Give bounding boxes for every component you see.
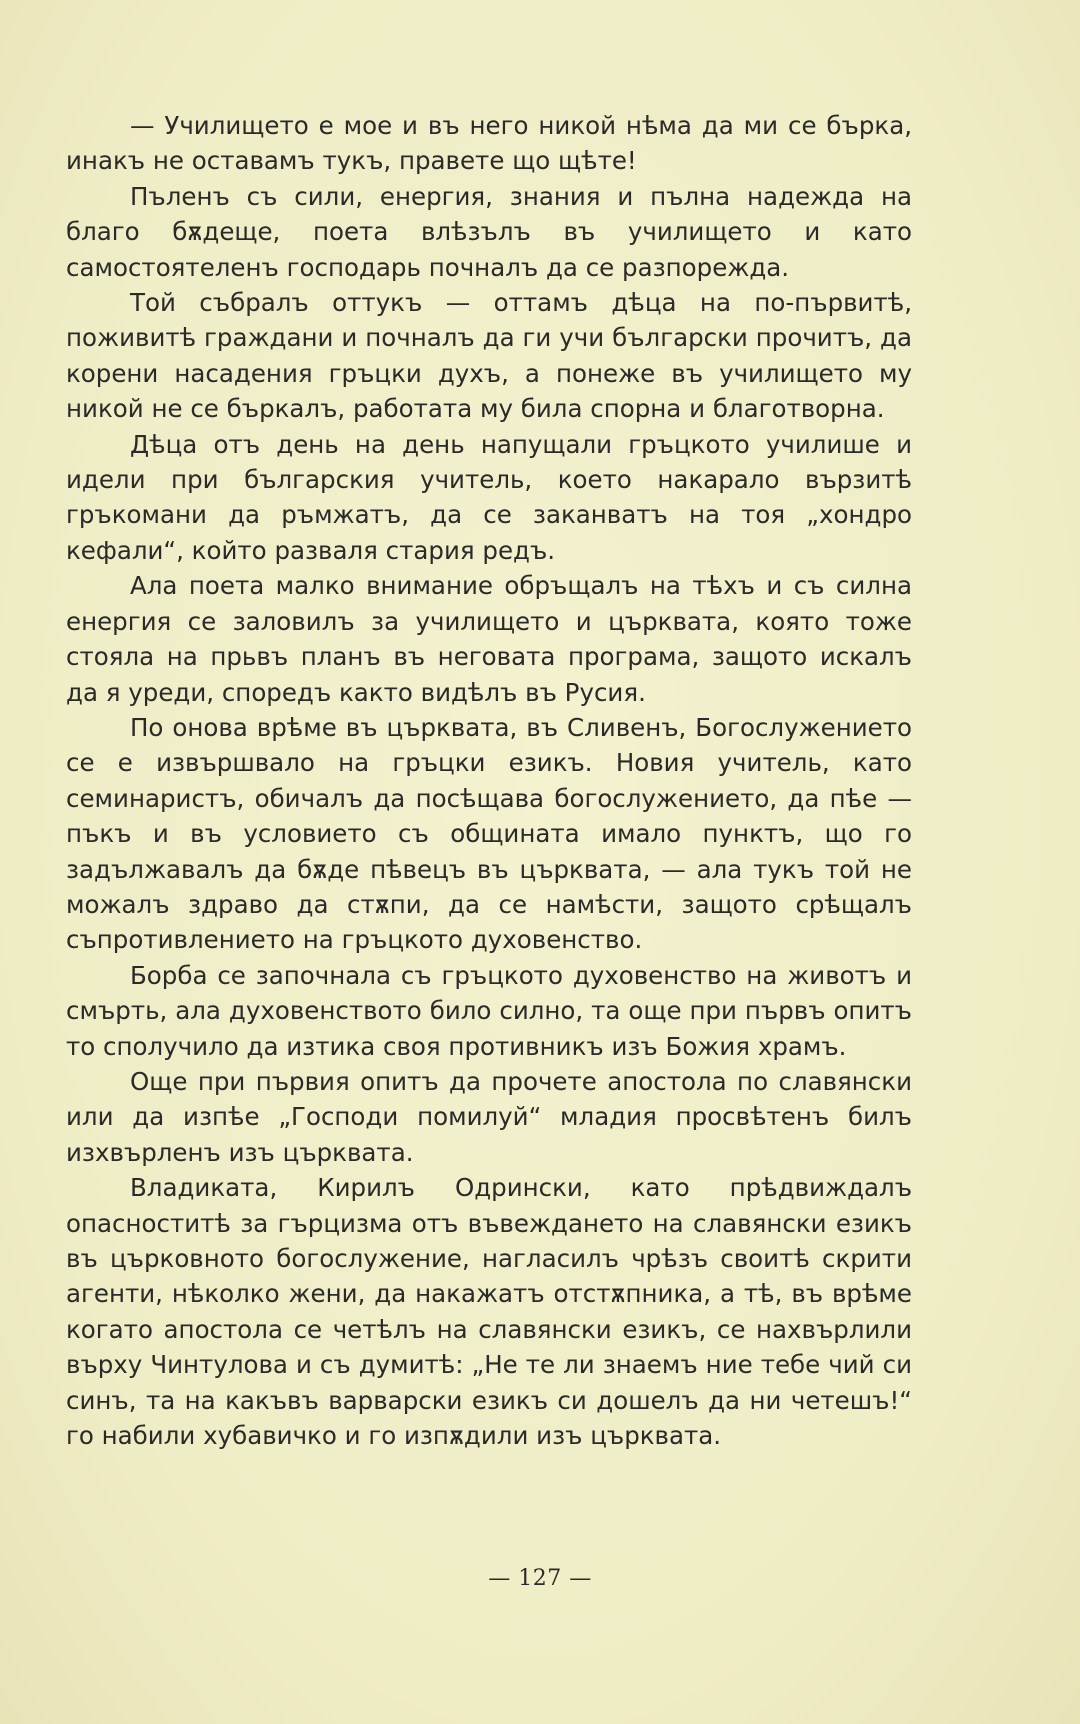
paragraph: Той събралъ оттукъ — оттамъ дѣца на по-първитѣ, поживитѣ граждани и почналъ да ги учи български прочитъ, да корени насадения гръцки духъ, а понеже въ училището му никой не се бъркалъ, работата му била спорна и благотворна. — [66, 288, 912, 424]
paragraph: Дѣца отъ день на день напущали гръцкото училише и идели при българския учитель, което накарало вързитѣ гръкомани да ръмжатъ, да се заканватъ на тоя „хондро кефали“, който разваля стария редъ. — [66, 429, 912, 565]
paragraph: Владиката, Кирилъ Одрински, като прѣдвиждалъ опасноститѣ за гърцизма отъ въвеждането на славянски езикъ въ църковното богослужение, нагласилъ чрѣзъ своитѣ скрити агенти, нѣколко жени, да накажатъ отстѫпника, а тѣ, въ врѣме когато апостола се четѣлъ на славянски езикъ, се нахвърлили върху Чинтулова и съ думитѣ: „Не те ли знаемъ ние тебе чий си синъ, та на какъвъ варварски езикъ си дошелъ да ни четешъ!“ го набили хубавичко и го изпѫдили изъ църквата. — [66, 1173, 912, 1451]
paragraph: Борба се започнала съ гръцкото духовенство на животъ и смърть, ала духовенството било силно, та още при първъ опитъ то сполучило да изтика своя противникъ изъ Божия храмъ. — [66, 960, 912, 1061]
paragraph: Ала поета малко внимание обръщалъ на тѣхъ и съ силна енергия се заловилъ за училището и църквата, която тоже стояла на прьвъ планъ въ неговата програма, защото искалъ да я уреди, споредъ както видѣлъ въ Русия. — [66, 571, 912, 707]
body-text — [66, 108, 912, 1453]
page-number: — 127 — — [488, 1566, 592, 1591]
paragraph: — Училището е мое и въ него никой нѣма да ми се бърка, инакъ не оставамъ тукъ, правете що щѣте! — [66, 111, 912, 176]
paragraph: По онова врѣме въ църквата, въ Сливенъ, Богослужението се е извършвало на гръцки езикъ. Новия учитель, като семинаристъ, обичалъ да посѣщава богослужението, да пѣе — пъкъ и въ условието съ общината имало пунктъ, що го задължавалъ да бѫде пѣвецъ въ църквата, — ала тукъ той не можалъ здраво да стѫпи, да се намѣсти, защото срѣщалъ съпротивлението на гръцкото духовенство. — [66, 712, 912, 955]
paragraph: Още при първия опитъ да прочете апостола по славянски или да изпѣе „Господи помилуй“ младия просвѣтенъ билъ изхвърленъ изъ църквата. — [66, 1066, 912, 1167]
paragraph: Пъленъ съ сили, енергия, знания и пълна надежда на благо бѫдеще, поета влѣзълъ въ училището и като самостоятеленъ господарь почналъ да се разпорежда. — [66, 181, 912, 282]
